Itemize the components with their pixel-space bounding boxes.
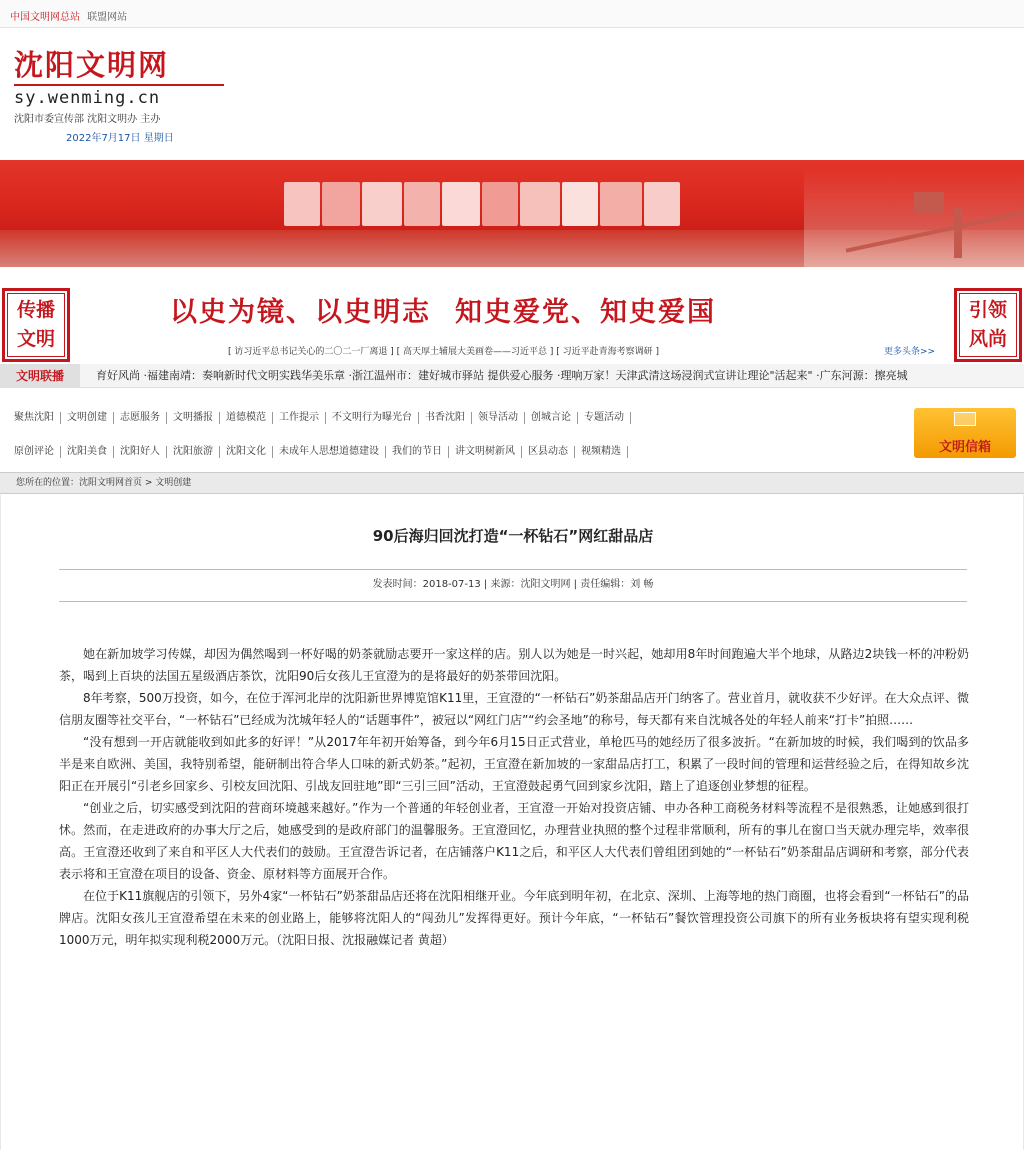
logo-organizer: 沈阳市委宣传部 沈阳文明办 主办: [14, 114, 161, 125]
nav-row-2: [8, 442, 628, 462]
more-headlines-link[interactable]: 更多头条>>: [884, 347, 936, 357]
nav-item[interactable]: 志愿服务: [114, 412, 167, 424]
logo-title: 沈阳文明网: [14, 48, 224, 86]
nav-item[interactable]: 创城言论: [525, 412, 578, 424]
nav-item[interactable]: 沈阳美食: [61, 446, 114, 458]
nav-item[interactable]: 道德模范: [220, 412, 273, 424]
civilization-mailbox-button[interactable]: [914, 408, 1016, 458]
nav-item[interactable]: 视频精选: [575, 446, 628, 458]
nav-item[interactable]: 领导活动: [472, 412, 525, 424]
mailbox-label: 文明信箱: [938, 440, 991, 455]
top-bar: [0, 0, 1024, 28]
article-paragraph: 在位于K11旗舰店的引领下，另外4家“一杯钻石”奶茶甜品店还将在沈阳相继开业。今年底到明年初，在北京、深圳、上海等地的热门商圈，也将会看到“一杯钻石”的品牌店。沈阳女孩儿王宣澄希望在未来的创业路上，能够将沈阳人的“闯劲儿”发挥得更好。预计今年底，“一杯钻石”餐饮管理投资公司旗下的所有业务板块将有望实现利税1000万元，明年拟实现利税2000万元。（沈阳日报、沈报融媒记者 黄超）: [59, 889, 969, 947]
banner-blur: [644, 182, 680, 226]
banner-blur: [600, 182, 642, 226]
banner-blur: [404, 182, 440, 226]
left-stamp: [2, 288, 70, 362]
slogan-part2: 知史爱党、知史爱国: [455, 297, 716, 328]
banner-blur: [482, 182, 518, 226]
main-nav: [0, 400, 1024, 470]
nav-item[interactable]: 文明创建: [61, 412, 114, 424]
header-banner: [0, 160, 1024, 267]
nav-item[interactable]: 沈阳文化: [220, 446, 273, 458]
left-stamp-line2: 文明: [16, 328, 55, 350]
nav-item[interactable]: 未成年人思想道德建设: [273, 446, 386, 458]
divider: [59, 569, 967, 570]
article-paragraph: 她在新加坡学习传媒，却因为偶然喝到一杯好喝的奶茶就励志要开一家这样的店。别人以为她是一时兴起，她却用8年时间跑遍大半个地球，从路边2块钱一杯的冲粉奶茶，喝到上百块的法国五星级酒店茶饮，沈阳90后女孩儿王宣澄为的是将最好的奶茶带回沈阳。: [59, 647, 969, 683]
banner-blur: [362, 182, 402, 226]
nav-item[interactable]: 专题活动: [578, 412, 631, 424]
nav-item[interactable]: 工作提示: [273, 412, 326, 424]
great-wall-graphic: [804, 168, 1024, 267]
nav-item[interactable]: 沈阳旅游: [167, 446, 220, 458]
article-meta: 发表时间：2018-07-13 | 来源：沈阳文明网 | 责任编辑：刘 畅: [372, 579, 654, 590]
banner-blur: [322, 182, 360, 226]
nav-item[interactable]: 文明播报: [167, 412, 220, 424]
banner-blur: [520, 182, 560, 226]
article: [0, 495, 1024, 1150]
slogan-row: [0, 272, 1024, 364]
news-ticker: [0, 364, 1024, 388]
nav-item[interactable]: 聚焦沈阳: [8, 412, 61, 424]
article-paragraph: “没有想到一开店就能收到如此多的好评！”从2017年年初开始筹备，到今年6月15日正式营业，单枪匹马的她经历了很多波折。“在新加坡的时候，我们喝到的饮品多半是来自欧洲、美国，我特别希望，能研制出符合华人口味的新式奶茶。”起初，王宣澄在新加坡的一家甜品店打工，积累了一段时间的管理和运营经验之后，在得知故乡沈阳正在开展引“引老乡回家乡、引校友回沈阳、引战友回驻地”即“三引三回”活动，王宣澄鼓起勇气回到家乡沈阳，踏上了追逐创业梦想的征程。: [59, 735, 969, 793]
banner-blur: [442, 182, 480, 226]
nav-item[interactable]: 讲文明树新风: [449, 446, 522, 458]
breadcrumb: 您所在的位置：沈阳文明网首页 > 文明创建: [0, 472, 1024, 494]
nav-item[interactable]: 原创评论: [8, 446, 61, 458]
right-stamp-line1: 引领: [968, 299, 1007, 321]
right-stamp: [954, 288, 1022, 362]
current-date: 2022年7月17日 星期日: [66, 133, 174, 144]
slogan-part1: 以史为镜、以史明志: [170, 297, 431, 328]
left-stamp-line1: 传播: [16, 299, 55, 321]
nav-item[interactable]: 沈阳好人: [114, 446, 167, 458]
nav-item[interactable]: 区县动态: [522, 446, 575, 458]
article-title: 90后海归回沈打造“一杯钻石”网红甜品店: [372, 527, 654, 545]
slogan-text: [170, 290, 860, 329]
envelope-icon: [954, 412, 976, 426]
main-site-link[interactable]: 中国文明网总站: [10, 12, 80, 23]
ticker-label: 文明联播: [0, 364, 80, 388]
article-body: [59, 643, 969, 951]
nav-item[interactable]: 书香沈阳: [419, 412, 472, 424]
alliance-link[interactable]: 联盟网站: [87, 12, 128, 23]
logo-url: sy.wenming.cn: [14, 88, 161, 108]
nav-row-1: [8, 408, 631, 428]
article-paragraph: 8年考察，500万投资，如今，在位于浑河北岸的沈阳新世界博览馆K11里，王宣澄的“一杯钻石”奶茶甜品店开门纳客了。营业首月，就收获不少好评。在大众点评、微信朋友圈等社交平台，“一杯钻石”已经成为沈城年轻人的“话题事件”，被冠以“网红门店”“约会圣地”的称号，每天都有来自沈城各处的年轻人前来“打卡”拍照……: [59, 691, 969, 727]
ticker-text[interactable]: 育好风尚 ·福建南靖：奏响新时代文明实践华美乐章 ·浙江温州市：建好城市驿站 提供爱心服务 ·理响万家！天津武清这场浸润式宣讲让理论"活起来" ·广东河源：擦亮城: [96, 369, 908, 382]
nav-item[interactable]: 不文明行为曝光台: [326, 412, 419, 424]
nav-item[interactable]: 我们的节日: [386, 446, 449, 458]
banner-blur: [284, 182, 320, 226]
article-paragraph: “创业之后，切实感受到沈阳的营商环境越来越好。”作为一个普通的年轻创业者，王宣澄一开始对投资店铺、申办各种工商税务材料等流程不是很熟悉，让她感到很打怵。然而，在走进政府的办事大厅之后，她感受到的是政府部门的温馨服务。王宣澄回忆，办理营业执照的整个过程非常顺利，所有的事儿在窗口当天就办理完毕，效率很高。王宣澄还收到了来自和平区人大代表们的鼓励。王宣澄告诉记者，在店铺落户K11之后，和平区人大代表们曾组团到她的“一杯钻石”奶茶甜品店调研和考察，部分代表表示将和王宣澄在项目的设备、资金、原材料等方面展开合作。: [59, 801, 969, 881]
site-logo[interactable]: [14, 48, 224, 144]
banner-blur: [562, 182, 598, 226]
divider: [59, 601, 967, 602]
right-stamp-line2: 风尚: [968, 328, 1007, 350]
headline-links[interactable]: [ 访习近平总书记关心的二〇二一厂离退 ] [ 高天厚土辅展大美画卷——习近平总 ] [ 习近平赴青海考察调研 ]: [228, 347, 659, 357]
